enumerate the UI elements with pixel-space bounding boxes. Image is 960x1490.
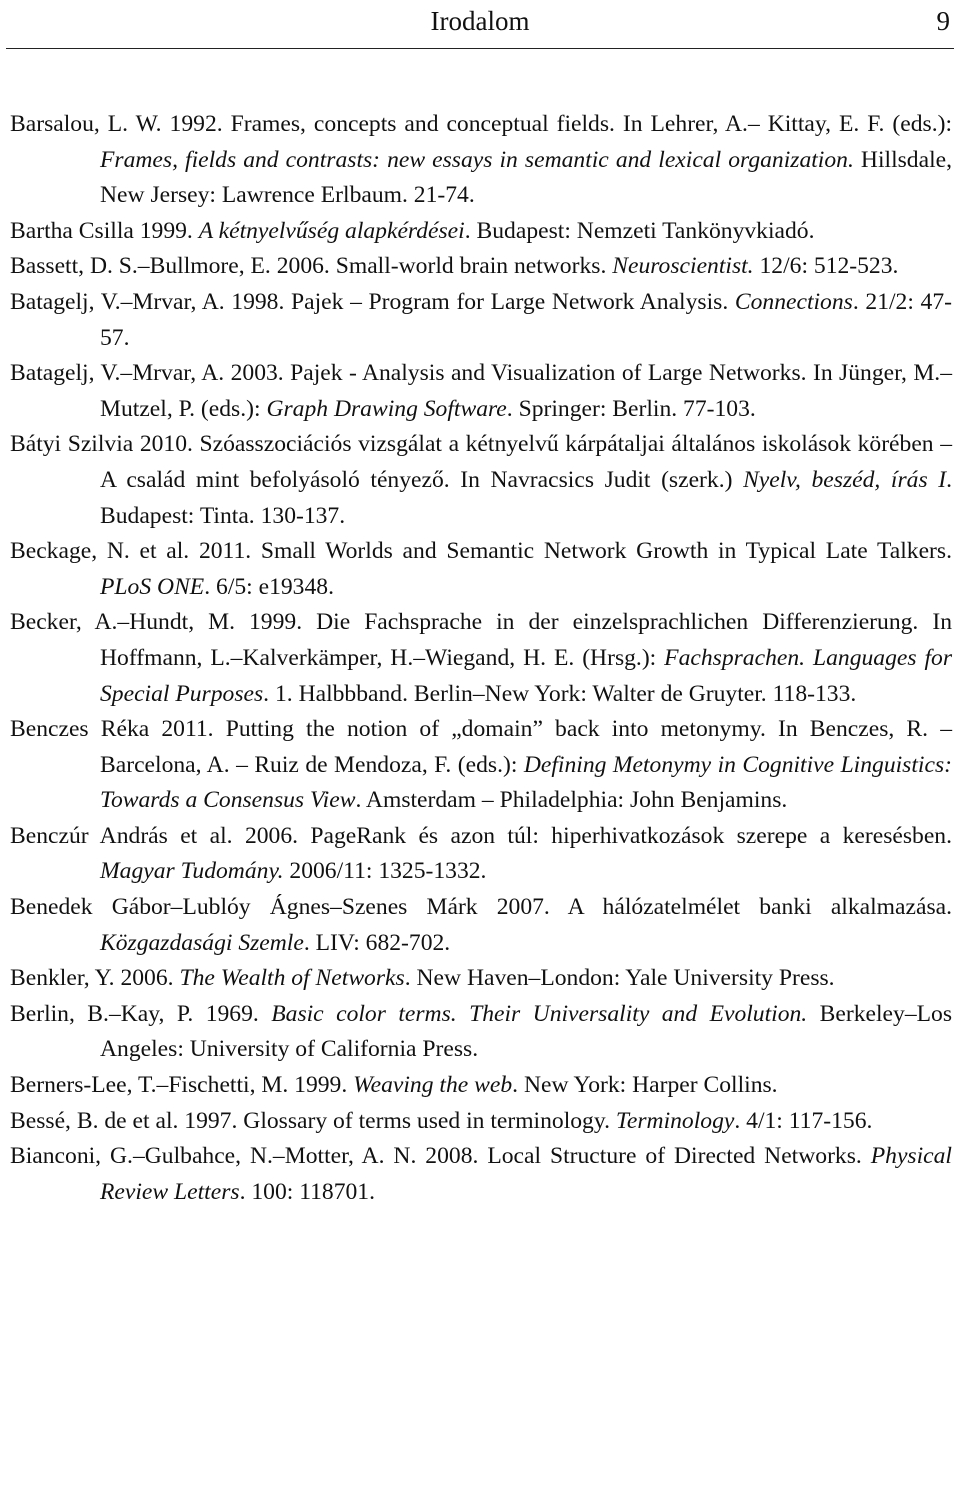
reference-entry	[10, 1104, 952, 1140]
reference-text: Bianconi, G.–Gulbahce, N.–Motter, A. N. 2008. Local Structure of Directed Networks.	[10, 1143, 871, 1170]
reference-entry	[10, 356, 952, 427]
reference-title: Physical Review Letters	[100, 1143, 952, 1205]
reference-title: Közgazdasági Szemle	[100, 929, 304, 956]
reference-title: Basic color terms. Their Universality and Evolution.	[271, 1000, 808, 1027]
reference-text: . Budapest: Tinta. 130-137.	[100, 466, 952, 529]
reference-text: Becker, A.–Hundt, M. 1999. Die Fachsprache in der einzelsprachlichen Differenzierung. In Hoffmann, L.–Kalverkämper, H.–Wiegand, H. E. (Hrsg.):	[10, 609, 952, 671]
reference-entry	[10, 427, 952, 534]
reference-title: A kétnyelvűség alapkérdései	[198, 217, 465, 244]
reference-text: . New Haven–London: Yale University Press.	[404, 965, 835, 992]
reference-entry	[10, 214, 952, 250]
reference-title: Weaving the web	[353, 1072, 513, 1099]
reference-entry	[10, 249, 952, 285]
reference-title: The Wealth of Networks	[179, 965, 405, 992]
reference-text: . Amsterdam – Philadelphia: John Benjamins.	[355, 787, 788, 814]
reference-title: PLoS ONE	[100, 573, 205, 600]
reference-text: . Springer: Berlin. 77-103.	[506, 395, 756, 422]
reference-text: Hillsdale, New Jersey: Lawrence Erlbaum. 21-74.	[100, 146, 952, 209]
reference-title: Frames, fields and contrasts: new essays in semantic and lexical organization.	[100, 146, 854, 173]
reference-text: . New York: Harper Collins.	[512, 1072, 778, 1099]
reference-list	[10, 107, 952, 1210]
reference-text: Berlin, B.–Kay, P. 1969.	[10, 1000, 272, 1027]
page-title: Irodalom	[430, 6, 530, 36]
reference-text: Benczúr András et al. 2006. PageRank és azon túl: hiperhivatkozások szerepe a keresésben.	[10, 822, 952, 849]
reference-text: Batagelj, V.–Mrvar, A. 2003. Pajek - Analysis and Visualization of Large Networks. In Jünger, M.–Mutzel, P. (eds.):	[10, 360, 952, 422]
reference-text: . 1. Halbbband. Berlin–New York: Walter de Gruyter. 118-133.	[263, 680, 857, 707]
reference-title: Connections	[734, 288, 853, 315]
page-header	[6, 0, 954, 49]
reference-text: . 100: 118701.	[239, 1178, 376, 1205]
reference-title: Magyar Tudomány.	[100, 858, 284, 885]
reference-text: Berners-Lee, T.–Fischetti, M. 1999.	[10, 1072, 354, 1099]
reference-text: Benczes Réka 2011. Putting the notion of „domain” back into metonymy. In Benczes, R. – Barcelona, A. – Ruiz de Mendoza, F. (eds.):	[10, 716, 952, 778]
reference-title: Graph Drawing Software	[266, 395, 507, 422]
reference-text: Barsalou, L. W. 1992. Frames, concepts and conceptual fields. In Lehrer, A.– Kittay, E. F. (eds.):	[10, 111, 952, 137]
reference-title: Defining Metonymy in Cognitive Linguistics: Towards a Consensus View	[100, 751, 952, 814]
reference-text: Beckage, N. et al. 2011. Small Worlds and Semantic Network Growth in Typical Late Talkers.	[10, 538, 952, 565]
reference-text: Benkler, Y. 2006.	[10, 965, 180, 992]
reference-entry	[10, 712, 952, 819]
page-number: 9	[936, 6, 950, 36]
reference-text: . 21/2: 47-57.	[100, 288, 952, 351]
reference-text: Berkeley–Los Angeles: University of California Press.	[100, 1000, 953, 1063]
reference-text: Bartha Csilla 1999.	[10, 217, 199, 244]
reference-text: Bátyi Szilvia 2010. Szóasszociációs vizsgálat a kétnyelvű kárpátaljai általános iskolások körében – A család mint befolyásoló tényező. In Navracsics Judit (szerk.)	[10, 431, 952, 493]
reference-entry	[10, 997, 952, 1068]
reference-entry	[10, 1139, 952, 1210]
reference-text: 12/6: 512-523.	[753, 253, 899, 280]
reference-entry	[10, 1068, 952, 1104]
reference-title: Neuroscientist.	[612, 253, 754, 280]
reference-text: . Budapest: Nemzeti Tankönyvkiadó.	[464, 217, 815, 244]
reference-entry	[10, 534, 952, 605]
reference-text: . LIV: 682-702.	[303, 929, 451, 956]
reference-entry	[10, 605, 952, 712]
reference-entry	[10, 819, 952, 890]
reference-title: Nyelv, beszéd, írás I	[743, 466, 947, 493]
reference-text: Bessé, B. de et al. 1997. Glossary of terms used in terminology.	[10, 1107, 616, 1134]
reference-text: Benedek Gábor–Lublóy Ágnes–Szenes Márk 2007. A hálózatelmélet banki alkalmazása.	[10, 894, 952, 921]
reference-title: Terminology	[615, 1107, 735, 1134]
reference-text: . 6/5: e19348.	[204, 573, 334, 600]
reference-entry	[10, 961, 952, 997]
reference-text: Bassett, D. S.–Bullmore, E. 2006. Small-world brain networks.	[10, 253, 613, 280]
reference-entry	[10, 890, 952, 961]
reference-title: Fachsprachen. Languages for Special Purposes	[100, 644, 952, 707]
reference-text: Batagelj, V.–Mrvar, A. 1998. Pajek – Program for Large Network Analysis.	[10, 288, 735, 315]
reference-entry	[10, 285, 952, 356]
reference-text: 2006/11: 1325-1332.	[283, 858, 487, 885]
reference-text: . 4/1: 117-156.	[734, 1107, 873, 1134]
reference-entry	[10, 107, 952, 214]
